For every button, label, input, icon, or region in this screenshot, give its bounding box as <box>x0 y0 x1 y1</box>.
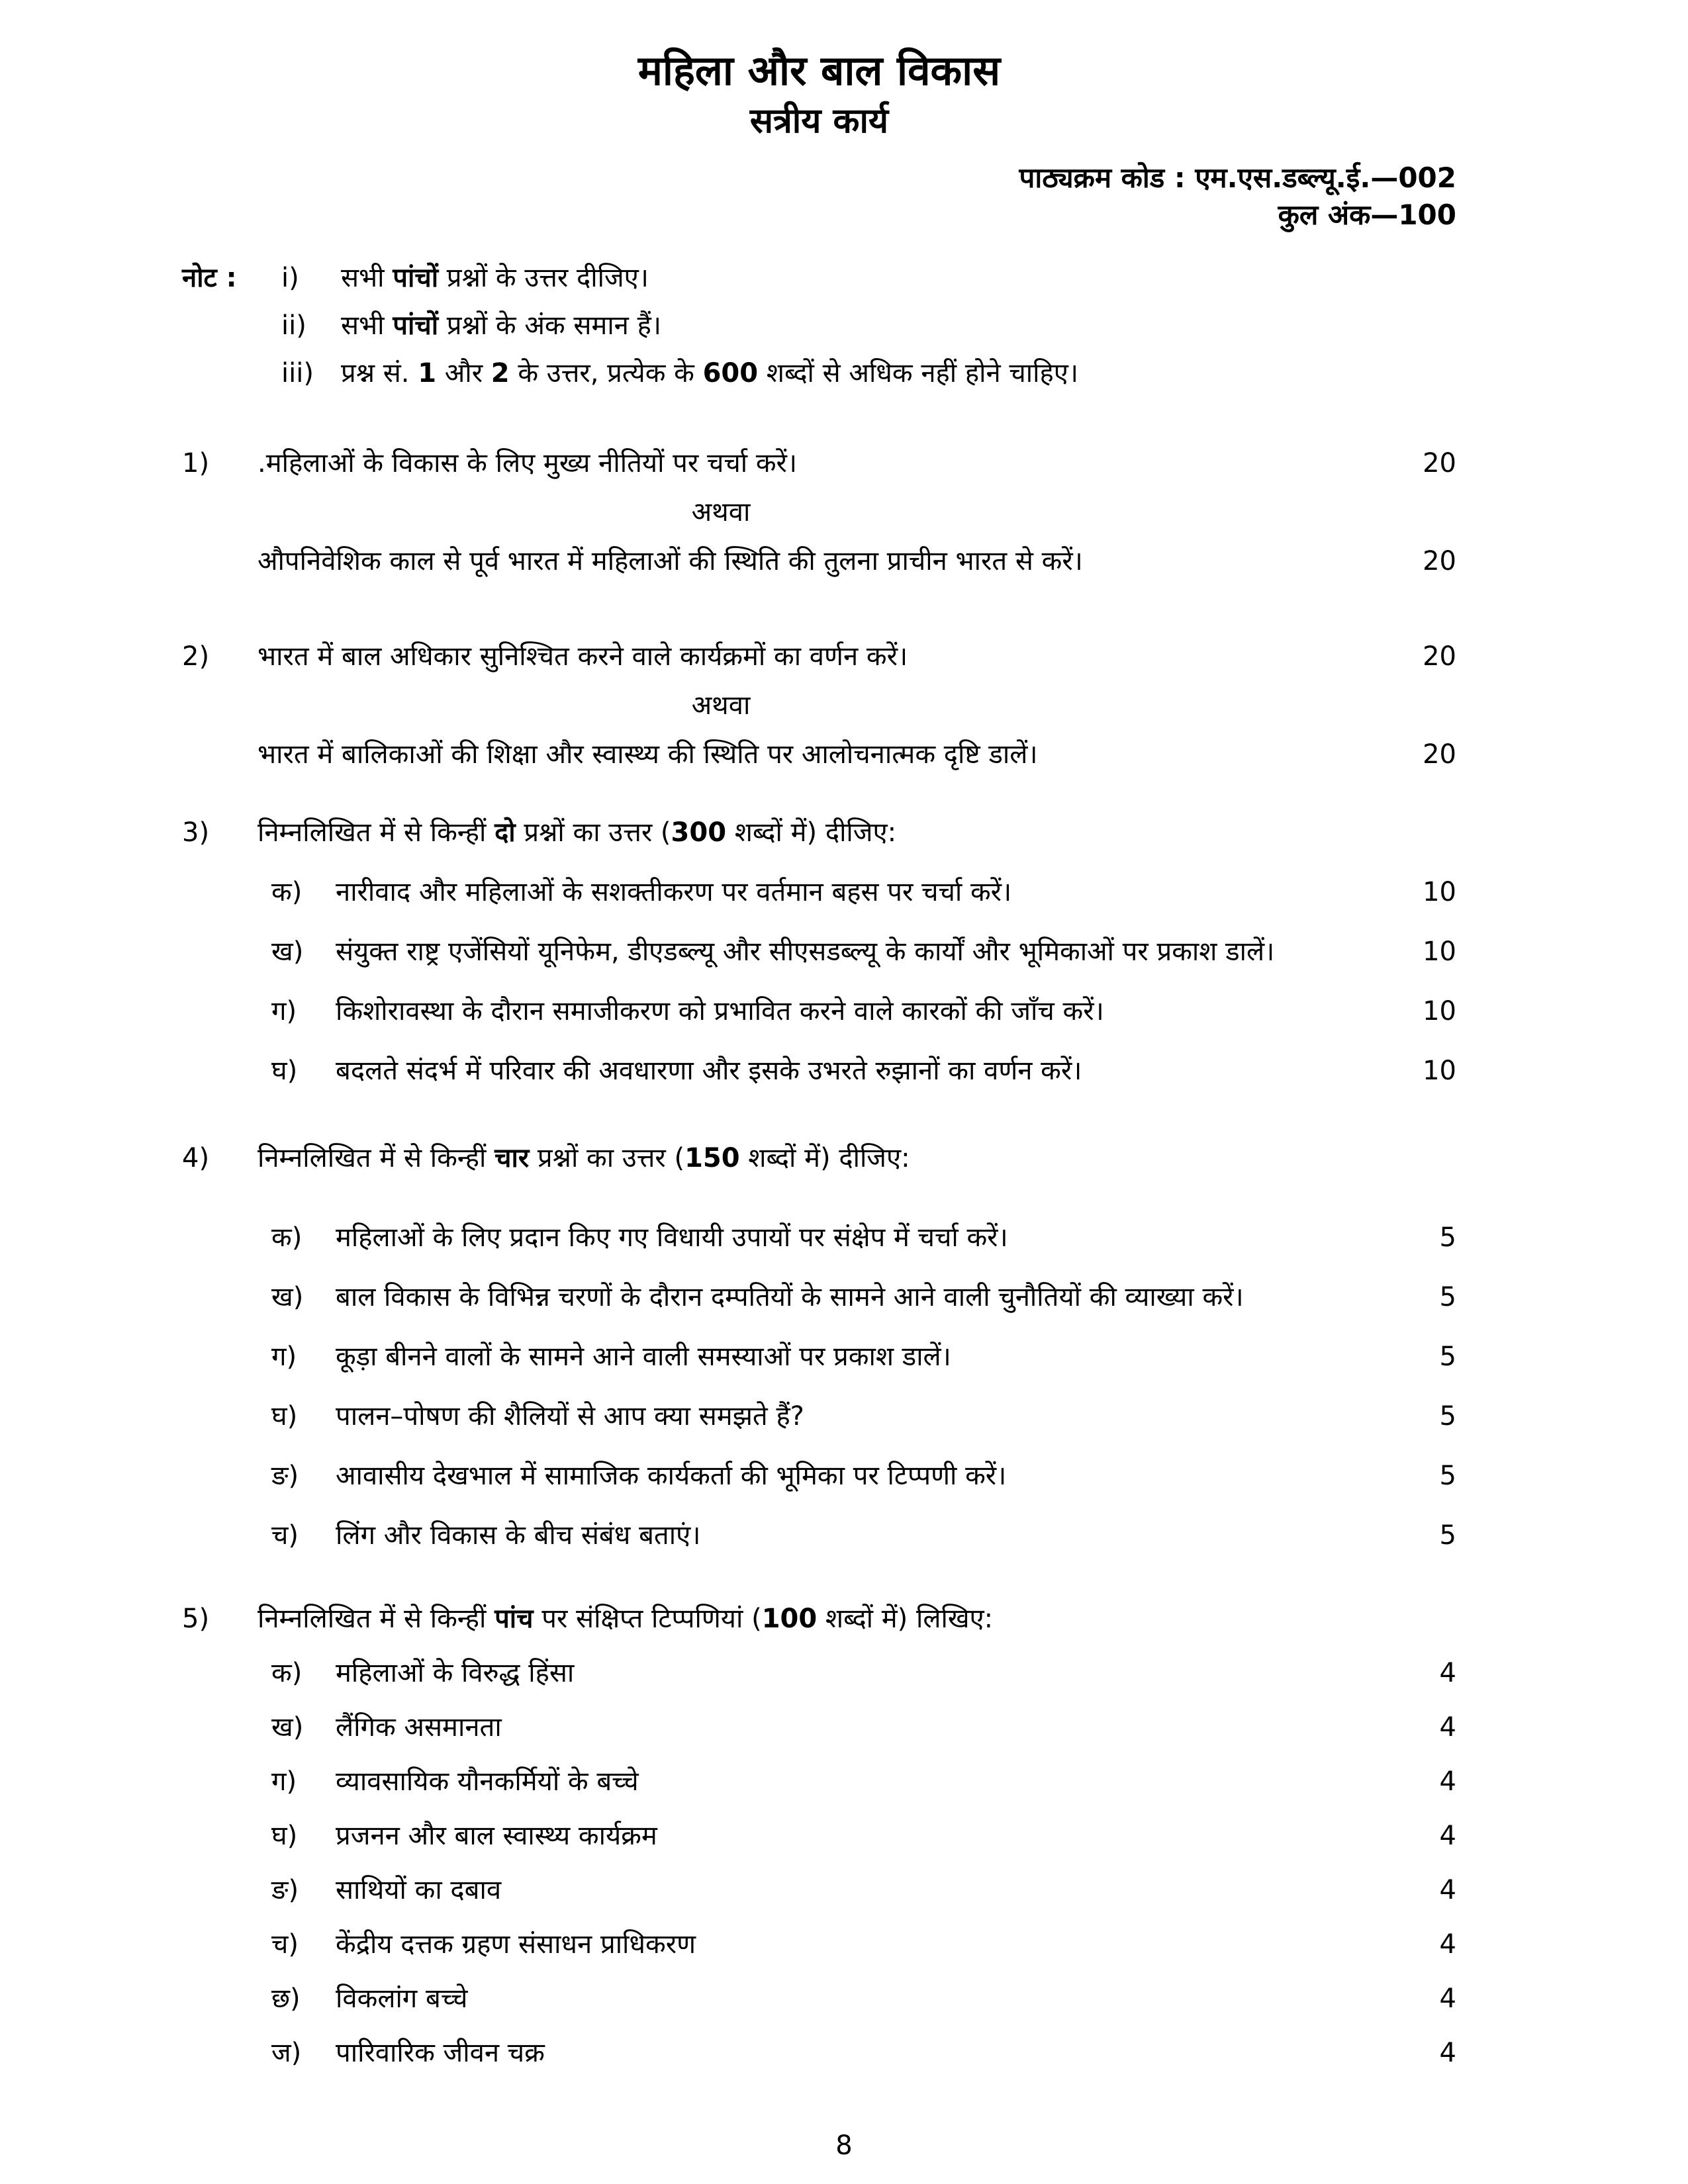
note-label: नोट : <box>182 263 237 294</box>
sub-question-text: केंद्रीय दत्तक ग्रहण संसाधन प्राधिकरण <box>336 1929 696 1960</box>
sub-question <box>271 1218 1456 1257</box>
page-title: महिला और बाल विकास <box>637 46 1001 95</box>
sub-question <box>271 1816 1456 1856</box>
question-intro-row <box>182 1138 1456 1178</box>
sub-question-marks: 4 <box>1439 1929 1456 1960</box>
sub-question-label: क) <box>271 877 303 908</box>
sub-question <box>271 1516 1456 1555</box>
sub-question <box>271 872 1456 912</box>
sub-question-label: ङ) <box>271 1875 299 1906</box>
sub-question-label: ग) <box>271 996 297 1027</box>
note-item-number: ii) <box>281 310 306 341</box>
question-row <box>182 637 1456 676</box>
sub-question <box>271 991 1456 1031</box>
question-intro-text: निम्नलिखित में से किन्हीं दो प्रश्नों का उत्तर (300 शब्दों में) दीजिए: <box>258 817 897 848</box>
question-text: भारत में बाल अधिकार सुनिश्चित करने वाले कार्यक्रमों का वर्णन करें। <box>258 641 908 672</box>
sub-question-label: ज) <box>271 2038 302 2069</box>
question-5 <box>182 1599 1456 2073</box>
question-text: .महिलाओं के विकास के लिए मुख्य नीतियों पर चर्चा करें। <box>258 448 798 479</box>
total-marks: कुल अंक—100 <box>1278 199 1456 232</box>
question-number-spacer <box>182 735 258 774</box>
question-number: 4) <box>182 1143 210 1174</box>
sub-question-text: महिलाओं के विरुद्ध हिंसा <box>336 1658 575 1689</box>
sub-question-marks: 5 <box>1439 1282 1456 1313</box>
question-marks: 20 <box>1423 448 1456 479</box>
sub-question-marks: 4 <box>1439 1712 1456 1743</box>
question-3 <box>182 813 1456 1091</box>
question-marks: 20 <box>1423 641 1456 672</box>
sub-question-text: लिंग और विकास के बीच संबंध बताएं। <box>336 1520 701 1551</box>
note-item-number: iii) <box>281 358 314 389</box>
sub-question-text: लैंगिक असमानता <box>336 1712 502 1743</box>
question-alt-row <box>182 735 1456 774</box>
question-row <box>182 443 1456 483</box>
sub-question-marks: 4 <box>1439 1983 1456 2015</box>
sub-question-text: साथियों का दबाव <box>336 1875 502 1906</box>
sub-question <box>271 2033 1456 2073</box>
sub-question-label: घ) <box>271 1401 298 1432</box>
note-item-text: प्रश्न सं. 1 और 2 के उत्तर, प्रत्येक के 600 शब्दों से अधिक नहीं होने चाहिए। <box>341 358 1079 389</box>
sub-question <box>271 1337 1456 1377</box>
sub-question-text: पालन–पोषण की शैलियों से आप क्या समझते हैं? <box>336 1401 804 1432</box>
sub-question-text: संयुक्त राष्ट्र एजेंसियों यूनिफेम, डीएडब्ल्यू और सीएसडब्ल्यू के कार्यों और भूमिकाओं पर प्रकाश डालें। <box>336 936 1275 968</box>
sub-question <box>271 1707 1456 1747</box>
sub-question-text: आवासीय देखभाल में सामाजिक कार्यकर्ता की भूमिका पर टिप्पणी करें। <box>336 1461 1007 1492</box>
note-item-number: i) <box>281 263 299 294</box>
sub-question-marks: 5 <box>1439 1520 1456 1551</box>
question-alt-marks: 20 <box>1423 546 1456 577</box>
sub-question-text: कूड़ा बीनने वालों के सामने आने वाली समस्याओं पर प्रकाश डालें। <box>336 1342 951 1373</box>
sub-question <box>271 1456 1456 1496</box>
sub-question-text: पारिवारिक जीवन चक्र <box>336 2038 545 2069</box>
sub-question-label: ग) <box>271 1342 297 1373</box>
sub-question-label: छ) <box>271 1983 301 2015</box>
sub-question-marks: 4 <box>1439 1766 1456 1797</box>
sub-question-marks: 4 <box>1439 1658 1456 1689</box>
sub-question-text: व्यावसायिक यौनकर्मियों के बच्चे <box>336 1766 639 1797</box>
sub-question <box>271 1396 1456 1436</box>
question-number-spacer <box>182 541 258 581</box>
question-number: 2) <box>182 641 210 672</box>
sub-question-marks: 4 <box>1439 1821 1456 1852</box>
sub-question-marks: 10 <box>1423 1056 1456 1087</box>
sub-question <box>271 1051 1456 1091</box>
sub-question-marks: 5 <box>1439 1342 1456 1373</box>
question-intro-row <box>182 1599 1456 1639</box>
sub-question-marks: 4 <box>1439 2038 1456 2069</box>
sub-question-text: बदलते संदर्भ में परिवार की अवधारणा और इसके उभरते रुझानों का वर्णन करें। <box>336 1056 1082 1087</box>
sub-question-marks: 10 <box>1423 936 1456 968</box>
question-alt-marks: 20 <box>1423 739 1456 770</box>
question-intro-text: निम्नलिखित में से किन्हीं चार प्रश्नों का उत्तर (150 शब्दों में) दीजिए: <box>258 1143 910 1174</box>
sub-question-label: क) <box>271 1658 303 1689</box>
sub-question <box>271 1277 1456 1317</box>
question-intro-row <box>182 813 1456 852</box>
note-item-text: सभी पांचों प्रश्नों के अंक समान हैं। <box>341 310 661 341</box>
question-alt-text: औपनिवेशिक काल से पूर्व भारत में महिलाओं की स्थिति की तुलना प्राचीन भारत से करें। <box>258 546 1083 577</box>
question-number: 1) <box>182 448 210 479</box>
sub-question <box>271 1870 1456 1910</box>
sub-question-label: क) <box>271 1222 303 1253</box>
or-divider: अथवा <box>691 497 751 528</box>
sub-question-text: महिलाओं के लिए प्रदान किए गए विधायी उपायों पर संक्षेप में चर्चा करें। <box>336 1222 1008 1253</box>
sub-question <box>271 1762 1456 1801</box>
question-alt-row <box>182 541 1456 581</box>
question-1 <box>182 443 1456 581</box>
sub-question <box>271 1653 1456 1693</box>
note-item-text: सभी पांचों प्रश्नों के उत्तर दीजिए। <box>341 263 649 294</box>
header-meta <box>182 159 1456 234</box>
page-number: 8 <box>835 2130 853 2161</box>
note-item <box>281 258 1456 298</box>
course-code: पाठ्यक्रम कोड : एम.एस.डब्ल्यू.ई.—002 <box>1019 161 1456 194</box>
question-number: 3) <box>182 817 210 848</box>
sub-question-label: ङ) <box>271 1461 299 1492</box>
sub-question-label: घ) <box>271 1056 298 1087</box>
sub-question-text: प्रजनन और बाल स्वास्थ्य कार्यक्रम <box>336 1821 657 1852</box>
note-items <box>281 258 1456 401</box>
sub-question-label: च) <box>271 1520 299 1551</box>
sub-question-text: विकलांग बच्चे <box>336 1983 468 2015</box>
sub-question-marks: 10 <box>1423 996 1456 1027</box>
sub-question-label: च) <box>271 1929 299 1960</box>
question-alt-text: भारत में बालिकाओं की शिक्षा और स्वास्थ्य की स्थिति पर आलोचनात्मक दृष्टि डालें। <box>258 739 1038 770</box>
sub-question-text: बाल विकास के विभिन्न चरणों के दौरान दम्पतियों के सामने आने वाली चुनौतियों की व्याख्या करें। <box>336 1282 1244 1313</box>
sub-question <box>271 1925 1456 1964</box>
sub-question-text: नारीवाद और महिलाओं के सशक्तीकरण पर वर्तमान बहस पर चर्चा करें। <box>336 877 1012 908</box>
page-subtitle: सत्रीय कार्य <box>749 101 889 142</box>
sub-question-label: ख) <box>271 1712 304 1743</box>
sub-question-label: ग) <box>271 1766 297 1797</box>
question-intro-text: निम्नलिखित में से किन्हीं पांच पर संक्षिप्त टिप्पणियां (100 शब्दों में) लिखिए: <box>258 1604 994 1635</box>
note-block <box>182 258 1456 401</box>
sub-question <box>271 1979 1456 2019</box>
sub-question-marks: 10 <box>1423 877 1456 908</box>
sub-question-marks: 5 <box>1439 1401 1456 1432</box>
sub-question-label: ख) <box>271 936 304 968</box>
question-4 <box>182 1138 1456 1555</box>
sub-question-marks: 4 <box>1439 1875 1456 1906</box>
question-2 <box>182 637 1456 774</box>
sub-question <box>271 932 1456 972</box>
sub-question-marks: 5 <box>1439 1222 1456 1253</box>
sub-question-label: ख) <box>271 1282 304 1313</box>
or-divider: अथवा <box>691 690 751 721</box>
sub-question-text: किशोरावस्था के दौरान समाजीकरण को प्रभावित करने वाले कारकों की जाँच करें। <box>336 996 1104 1027</box>
sub-question-label: घ) <box>271 1821 298 1852</box>
note-item <box>281 306 1456 345</box>
question-number: 5) <box>182 1604 210 1635</box>
sub-question-marks: 5 <box>1439 1461 1456 1492</box>
note-item <box>281 353 1456 393</box>
